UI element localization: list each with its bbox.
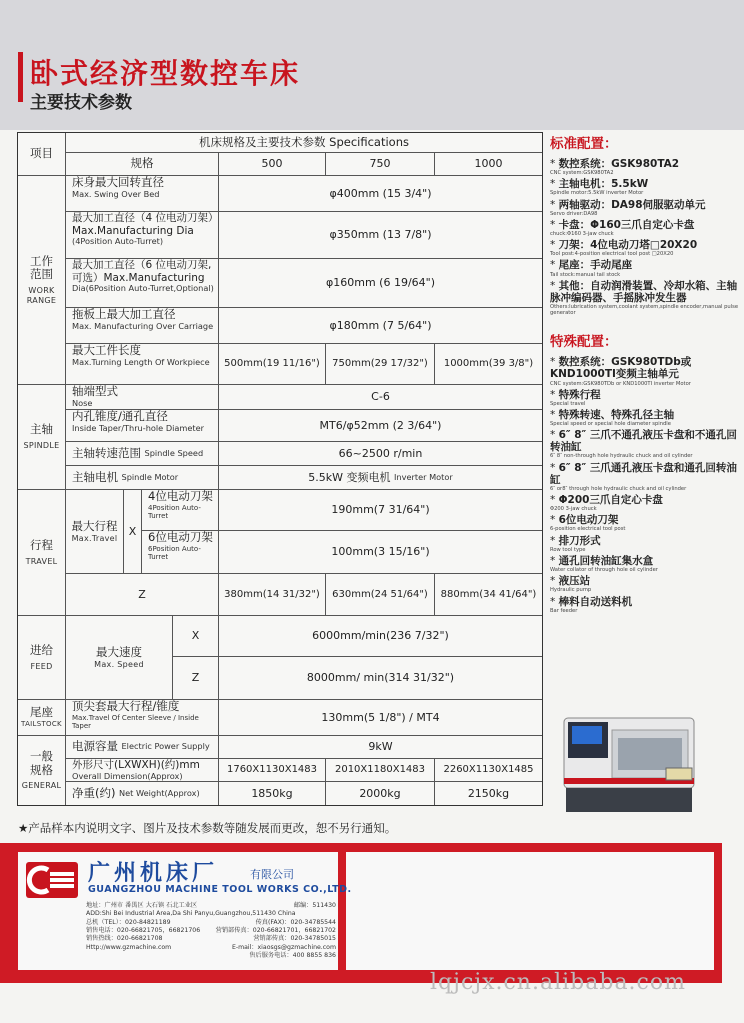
special-config-heading: 特殊配置： <box>550 334 618 351</box>
config-item-label: 排刀形式 <box>558 534 601 547</box>
val-dimension-500: 1760X1130X1483 <box>219 759 326 782</box>
config-item <box>550 494 740 512</box>
bullet-icon: * <box>550 461 559 474</box>
config-item <box>550 178 740 196</box>
row-swing-over-bed: 床身最大回转直径 Max. Swing Over Bed <box>66 176 219 212</box>
config-item-label: 液压站 <box>558 575 591 588</box>
bullet-icon: * <box>550 178 559 191</box>
sales-hotline: 销售热线：020-66821708 <box>86 935 163 943</box>
blank-panel <box>346 852 714 970</box>
header-specifications: 机床规格及主要技术参数 Specifications <box>66 133 542 153</box>
standard-config-list <box>550 158 740 316</box>
travel-x-axis: X <box>124 490 142 574</box>
config-item-label: 两轴驱动：DA98伺服驱动单元 <box>558 198 706 211</box>
val-power-supply: 9kW <box>219 736 542 759</box>
address-en: ADD:Shi Bei Industrial Area,Da Shi Panyu,Guangzhou,511430 China <box>86 910 296 918</box>
config-item-label: 数控系统：GSK980TA2 <box>558 158 680 170</box>
company-logo-icon <box>26 862 78 898</box>
header-model: 规格 <box>66 153 219 176</box>
config-item-english: Hydraulic pump <box>550 587 592 594</box>
config-item <box>550 514 740 532</box>
config-item <box>550 389 740 407</box>
travel-max-label: 最大行程 Max.Travel <box>66 490 124 574</box>
config-item <box>550 429 740 459</box>
group-work-range: 工作范围 WORK RANGE <box>18 176 66 385</box>
header-item: 项目 <box>18 133 66 176</box>
val-spindle-speed: 66~2500 r/min <box>219 442 542 466</box>
config-item-english: Spindle motor:5.5kW inverter Motor <box>550 190 644 197</box>
config-item-label: 主轴电机：5.5kW <box>558 178 649 191</box>
bullet-icon: * <box>550 259 559 272</box>
val-travel-6pos: 100mm(3 15/16") <box>219 531 542 574</box>
config-item <box>550 596 740 614</box>
bullet-icon: * <box>550 409 559 422</box>
val-travel-z-750: 630mm(24 51/64") <box>326 574 435 616</box>
row-max-dia-6pos: 最大加工直径（6 位电动刀架,可选）Max.Manufacturing Dia(6Position Auto-Turret,Optional) <box>66 259 219 308</box>
config-item <box>550 462 740 492</box>
model-750: 750 <box>326 153 435 176</box>
fax: 传真(FAX)：020-34785544 <box>255 918 336 926</box>
row-travel-6pos: 6位电动刀架 6Position Auto-Turret <box>142 531 219 574</box>
group-travel: 行程 TRAVEL <box>18 490 66 616</box>
row-nose: 轴端型式 Nose <box>66 385 219 410</box>
sales-fax-1: 营销部传真：020-66821701，66821702 <box>215 927 336 935</box>
bullet-icon: * <box>550 239 559 252</box>
special-config-list <box>550 356 740 613</box>
row-turning-length: 最大工件长度 Max.Turning Length Of Workpiece <box>66 344 219 385</box>
config-item-label: 特殊转速、特殊孔径主轴 <box>558 409 675 422</box>
val-travel-z-1000: 880mm(34 41/64") <box>435 574 542 616</box>
bullet-icon: * <box>550 388 559 401</box>
config-item-label: 尾座：手动尾座 <box>558 259 633 272</box>
config-item <box>550 575 740 593</box>
val-feed-x: 6000mm/min(236 7/32") <box>219 616 542 657</box>
config-item <box>550 219 740 237</box>
row-max-dia-4pos: 最大加工直径（4 位电动刀架）Max.Manufacturing Dia (4Position Auto-Turret) <box>66 212 219 259</box>
config-item <box>550 535 740 553</box>
config-item <box>550 356 740 386</box>
config-item-english: Special travel <box>550 400 586 407</box>
config-item-english: CNC system:GSK980TA2 <box>550 170 614 177</box>
feed-x-axis: X <box>173 616 219 657</box>
config-item-english: Row tool type <box>550 546 586 553</box>
bullet-icon: * <box>550 429 559 442</box>
val-weight-1000: 2150kg <box>467 786 510 800</box>
config-item-label: 特殊行程 <box>558 388 601 401</box>
group-tailstock: 尾座 TAILSTOCK <box>18 700 66 736</box>
watermark: lqjcjx.cn.alibaba.com <box>430 970 686 995</box>
val-feed-z: 8000mm/ min(314 31/32") <box>219 657 542 700</box>
config-item-label: 卡盘：Φ160三爪自定心卡盘 <box>558 218 695 231</box>
val-weight-750: 2000kg <box>326 782 435 805</box>
row-overall-dimension: 外形尺寸(LXWXH)(约)mm Overall Dimension(Approx) <box>66 759 219 782</box>
config-item-english: chuck:Φ160 3-jaw chuck <box>550 230 614 237</box>
config-item-english: Others:lubrication system,coolant system,spindle encoder,manual pulse generator <box>550 303 739 317</box>
service-phone: 售后服务电话：400 8855 836 <box>249 952 336 960</box>
config-item-english: Φ200 3-jaw chuck <box>550 506 597 513</box>
config-item <box>550 199 740 217</box>
page-title: 卧式经济型数控车床 <box>30 57 301 90</box>
row-power-supply: 电源容量 Electric Power Supply <box>66 736 219 759</box>
config-item-label: 棒料自动送料机 <box>558 595 633 608</box>
spec-table <box>17 132 543 806</box>
row-spindle-motor: 主轴电机 Spindle Motor <box>66 466 219 490</box>
config-item-label: 6″ 8″ 三爪通孔液压卡盘和通孔回转油缸 <box>550 461 737 486</box>
company-address-block <box>86 902 336 961</box>
postcode: 邮编：511430 <box>293 902 336 909</box>
group-spindle: 主轴 SPINDLE <box>18 385 66 490</box>
page-subtitle: 主要技术参数 <box>30 93 132 113</box>
company-name-en: GUANGZHOU MACHINE TOOL WORKS CO.,LTD. <box>88 884 352 895</box>
bullet-icon: * <box>550 218 559 231</box>
config-item-label: 通孔回转油缸集水盒 <box>558 554 654 567</box>
bullet-icon: * <box>550 575 559 588</box>
bullet-icon: * <box>550 595 559 608</box>
config-item <box>550 280 740 317</box>
config-item <box>550 409 740 427</box>
title-accent-bar <box>18 52 23 102</box>
row-spindle-speed: 主轴转速范围 Spindle Speed <box>66 442 219 466</box>
company-name-zh: 广州机床厂 <box>88 860 219 886</box>
config-item <box>550 239 740 257</box>
row-travel-4pos: 4位电动刀架 4Position Auto-Turret <box>142 490 219 531</box>
config-item-english: 6-position electrical tool post <box>550 526 626 533</box>
config-item-label: Φ200三爪自定心卡盘 <box>558 494 663 507</box>
config-item-english: Special speed or special hole diameter spindle <box>550 421 671 428</box>
config-item <box>550 555 740 573</box>
website-link[interactable]: Http://www.gzmachine.com <box>86 943 172 951</box>
config-item-label: 6位电动刀架 <box>558 514 619 527</box>
config-item-english: 6″ 8″ non-through hole hydraulic chuck and oil cylinder <box>550 453 693 460</box>
cnc-lathe-image <box>562 712 702 817</box>
config-item-english: Tail stock:manual tail stock <box>550 271 621 278</box>
bullet-icon: * <box>550 534 559 547</box>
model-1000: 1000 <box>435 153 542 176</box>
config-item-english: Tool post:4-position electrical tool post □20X20 <box>550 251 674 258</box>
model-500: 500 <box>219 153 326 176</box>
val-weight-500: 1850kg <box>219 782 326 805</box>
row-inside-taper: 内孔锥度/通孔直径 Inside Taper/Thru-hole Diameter <box>66 410 219 442</box>
val-max-dia-6pos: φ160mm (6 19/64") <box>219 259 542 308</box>
row-center-sleeve: 顶尖套最大行程/锥度 Max.Travel Of Center Sleeve / Inside Taper <box>66 700 219 736</box>
val-travel-4pos: 190mm(7 31/64") <box>219 490 542 531</box>
val-swing-over-bed: φ400mm (15 3/4") <box>219 176 542 212</box>
group-general: 一般规格 GENERAL <box>18 736 66 805</box>
bullet-icon: * <box>550 494 559 507</box>
val-over-carriage: φ180mm (7 5/64") <box>219 308 542 344</box>
val-inside-taper: MT6/φ52mm (2 3/64") <box>219 410 542 442</box>
configuration-panel <box>550 132 740 616</box>
config-item-label: 其他：自动润滑装置、冷却水箱、主轴脉冲编码器、手摇脉冲发生器 <box>550 279 738 304</box>
config-item-label: 数控系统：GSK980TDb或KND1000TⅠ变频主轴单元 <box>550 356 692 381</box>
config-item <box>550 158 740 176</box>
row-net-weight: 净重(约) Net Weight(Approx) <box>66 782 219 805</box>
config-item-english: CNC system:GSK980TDb or KND1000TⅠ inverter Motor <box>550 380 691 387</box>
standard-config-heading: 标准配置： <box>550 136 618 152</box>
val-nose: C-6 <box>219 385 542 410</box>
config-item-english: Water collator of through hole oil cylinder <box>550 567 658 573</box>
bullet-icon: * <box>550 279 559 292</box>
config-item-label: 6″ 8″ 三爪不通孔液压卡盘和不通孔回转油缸 <box>550 429 737 454</box>
feed-max-speed-label: 最大速度 Max. Speed <box>66 616 173 700</box>
email-link[interactable]: E-mail：xiaosgs@gzmachine.com <box>231 943 336 951</box>
config-item-english: Servo driver:DA98 <box>550 210 598 217</box>
config-item-english: Bar feeder <box>550 607 578 614</box>
config-item-label: 刀架：4位电动刀塔□20X20 <box>558 239 698 252</box>
bullet-icon: * <box>550 356 559 369</box>
disclaimer-note: ★产品样本内说明文字、图片及技术参数等随发展而更改，恕不另行通知。 <box>18 821 397 835</box>
travel-z-axis: Z <box>66 574 219 616</box>
tel: 总机（TEL）：020-84821189 <box>86 918 171 926</box>
feed-z-axis: Z <box>173 657 219 700</box>
row-over-carriage: 拖板上最大加工直径 Max. Manufacturing Over Carriage <box>66 308 219 344</box>
val-travel-z-500: 380mm(14 31/32") <box>219 574 326 616</box>
val-spindle-motor: 5.5kW 变频电机 Inverter Motor <box>219 466 542 490</box>
val-dimension-1000: 2260X1130X1485 <box>435 759 542 782</box>
val-turning-length-1000: 1000mm(39 3/8") <box>435 344 542 385</box>
config-item <box>550 259 740 277</box>
company-suffix: 有限公司 <box>250 868 294 881</box>
val-turning-length-750: 750mm(29 17/32") <box>326 344 435 385</box>
bullet-icon: * <box>550 554 559 567</box>
config-item-english: 6″ or8″ through hole hydraulic chuck and oil cylinder <box>550 485 687 492</box>
bullet-icon: * <box>550 198 559 211</box>
val-turning-length-500: 500mm(19 11/16") <box>219 344 326 385</box>
sales-fax-2: 营销部传真：020-34785015 <box>253 935 336 943</box>
group-feed: 进给 FEED <box>18 616 66 700</box>
val-max-dia-4pos: φ350mm (13 7/8") <box>219 212 542 259</box>
sales-phone: 销售电话：020-66821705，66821706 <box>86 927 201 935</box>
bullet-icon: * <box>550 158 559 170</box>
address-zh: 地址：广州市 番禺区 大石镇 石北工业区 <box>86 902 198 909</box>
bullet-icon: * <box>550 514 559 527</box>
val-center-sleeve: 130mm(5 1/8") / MT4 <box>219 700 542 736</box>
val-dimension-750: 2010X1180X1483 <box>326 759 435 782</box>
